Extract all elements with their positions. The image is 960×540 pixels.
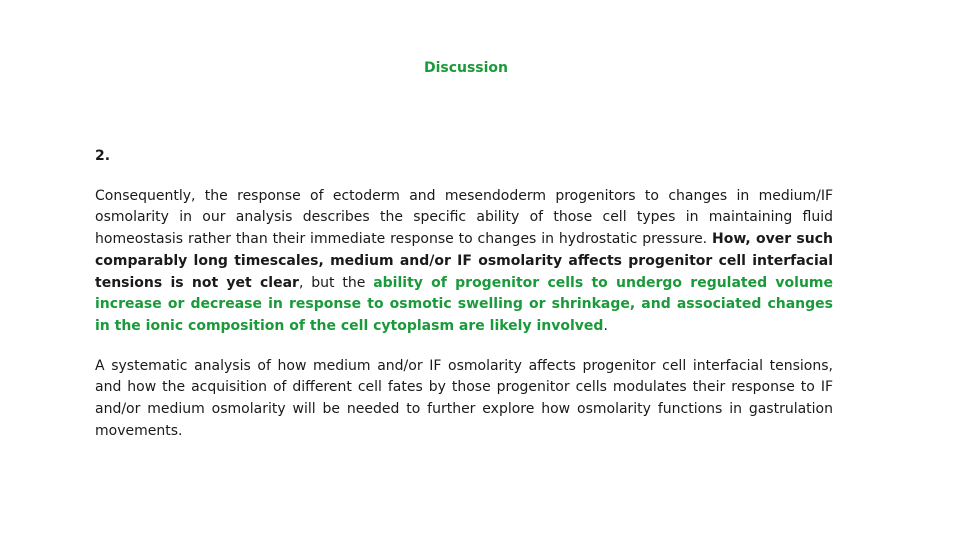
slide-title: Discussion xyxy=(423,60,509,76)
paragraph-2: A systematic analysis of how medium and/or IF osmolarity affects progenitor cell interfacial tensions, and how the acquisition of different cell fates by those progenitor cells modulates their response to IF and/or medium osmolarity will be needed to further explore how osmolarity functions in gastrulation movements. xyxy=(95,357,833,439)
paragraph-1-green-highlight: ability of progenitor cells to undergo regulated volume increase or decrease in response to osmotic swelling or shrinkage, and associated changes in the ionic composition of the cell cytoplasm are likely involved xyxy=(95,274,834,334)
slide-content xyxy=(95,146,833,442)
paragraph-1-bold-question: How, over such comparably long timescales, medium and/or IF osmolarity affects progenitor cell interfacial tensions is not yet clear xyxy=(95,231,833,291)
paragraph-1-period: . xyxy=(603,317,608,334)
point-number: 2. xyxy=(95,148,111,164)
paragraph-1-text: Consequently, the response of ectoderm and mesendoderm progenitors to changes in medium/IF osmolarity in our analysis describes the specific ability of those cell types in maintaining fluid homeostasis rather than their immediate response to changes in hydrostatic pressure. xyxy=(95,187,833,248)
paragraph-1-connector: , but the xyxy=(298,274,366,291)
paragraph-1 xyxy=(95,186,833,338)
